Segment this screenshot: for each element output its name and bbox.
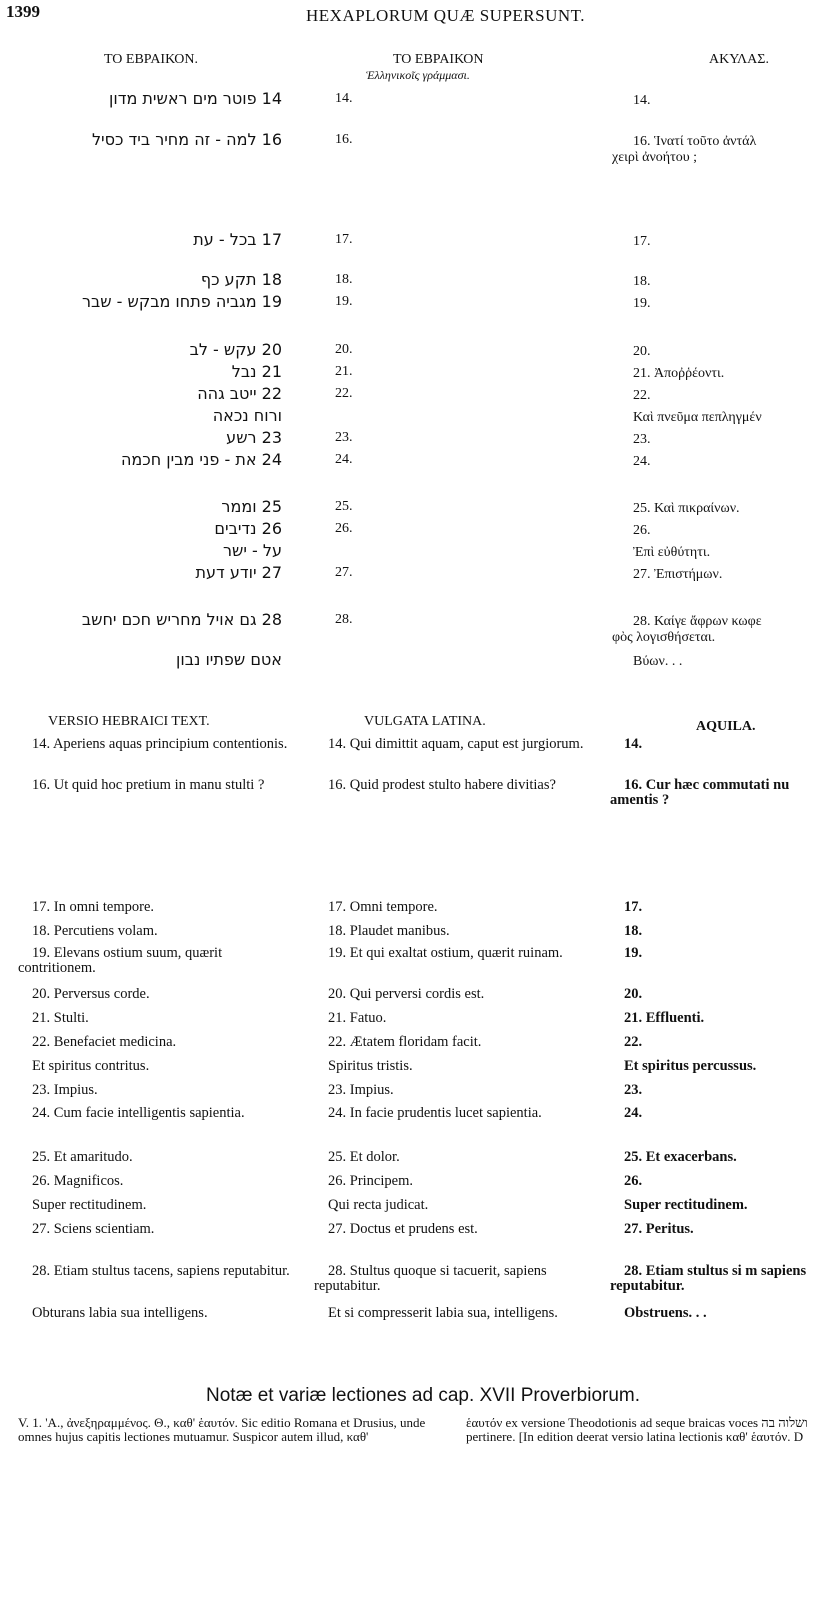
hebrew-verse: ורוח נכאה [212,406,282,425]
vulgata-line: 26. Principem. [328,1173,413,1189]
versio-line: 26. Magnificos. [32,1173,124,1189]
hebrew-verse: 23 רשע [226,428,282,447]
page-number: 1399 [6,2,40,21]
notes-right-column: ἑαυτόν ex versione Theodotionis ad seque braicas voces ושלוה בה pertinere. [In edition deerat versio latina lectionis καθ' ἑαυτόν. D [466,1415,808,1444]
hebrew-verse: 17 בכל - עת [193,230,282,249]
aquila-latin-line: 24. [624,1105,643,1121]
translit-verse-number: 27. [335,565,353,580]
translit-verse-number: 19. [335,294,353,309]
vulgata-line: 22. Ætatem floridam facit. [328,1034,482,1050]
header-vulgata: VULGATA LATINA. [364,714,486,729]
vulgata-line: 18. Plaudet manibus. [328,923,450,939]
hebrew-verse: אטם שפתיו נבון [175,650,282,669]
hebrew-verse: 25 וממר [221,497,282,516]
translit-verse-number: 23. [335,430,353,445]
translit-verse-number: 20. [335,342,353,357]
versio-line: 18. Percutiens volam. [32,923,158,939]
aquila-greek-line: 26. [633,523,651,538]
aquila-greek-line: 19. [633,296,651,311]
running-title: HEXAPLORUM QUÆ SUPERSUNT. [306,6,586,25]
header-hebrew: ΤΟ ΕΒΡΑΙΚΟΝ. [104,52,198,67]
header-translit-sub: Ἑλληνικοῖς γράμμασι. [366,68,470,82]
aquila-greek-line: 14. [633,93,651,108]
versio-line: 16. Ut quid hoc pretium in manu stulti ? [32,777,265,793]
hebrew-verse: 18 תקע כף [200,270,282,289]
aquila-latin-line: 21. Effluenti. [624,1010,705,1026]
vulgata-line: Et si compresserit labia sua, intelligens. [328,1305,558,1321]
aquila-latin-line: 28. Etiam stultus si m sapiens reputabitur. [610,1263,807,1294]
header-versio: VERSIO HEBRAICI TEXT. [48,714,210,729]
aquila-greek-line: 25. Καὶ πικραίνων. [633,501,740,516]
vulgata-line: 28. Stultus quoque si tacuerit, sapiens reputabitur. [314,1263,547,1294]
translit-verse-number: 24. [335,452,353,467]
aquila-latin-line: Et spiritus percussus. [624,1058,757,1074]
vulgata-line: 23. Impius. [328,1082,394,1098]
hebrew-verse: 22 ייטב גהה [197,384,282,403]
aquila-latin-line: 26. [624,1173,643,1189]
versio-line: 24. Cum facie intelligentis sapientia. [32,1105,245,1121]
aquila-greek-line: 18. [633,274,651,289]
aquila-latin-line: 14. [624,736,643,752]
vulgata-line: 27. Doctus et prudens est. [328,1221,478,1237]
aquila-latin-line: 25. Et exacerbans. [624,1149,737,1165]
aquila-latin-line: 27. Peritus. [624,1221,694,1237]
vulgata-line: 19. Et qui exaltat ostium, quærit ruinam. [328,945,563,961]
vulgata-line: 25. Et dolor. [328,1149,400,1165]
aquila-greek-line: Ἐπὶ εὐθύτητι. [633,545,711,560]
aquila-greek-line: Καὶ πνεῦμα πεπληγμέν [633,410,762,425]
translit-verse-number: 18. [335,272,353,287]
vulgata-line: 16. Quid prodest stulto habere divitias? [328,777,556,793]
versio-line: 28. Etiam stultus tacens, sapiens reputabitur. [32,1263,290,1279]
hebrew-verse: 14 פוטר מים ראשית מדון [109,89,282,108]
versio-line: 14. Aperiens aquas principium contentionis. [32,736,288,752]
header-aquila-latin: AQUILA. [696,719,756,734]
aquila-latin-line: 23. [624,1082,643,1098]
hebrew-verse: 27 יודע דעת [195,563,282,582]
aquila-greek-line: 21. Ἀποῤῥέοντι. [633,366,725,381]
notes-left-column: V. 1. 'A., ἀνεξηραμμένος. Θ., καθ' ἑαυτόν. Sic editio Romana et Drusius, unde omnes hujus capitis lectiones mutuamur. Suspicor autem illud, καθ' [18,1415,426,1444]
translit-verse-number: 21. [335,364,353,379]
versio-line: 17. In omni tempore. [32,899,155,915]
aquila-greek-line: Βύων. . . [633,654,683,669]
vulgata-line: 17. Omni tempore. [328,899,438,915]
aquila-latin-line: Super rectitudinem. [624,1197,748,1213]
aquila-latin-line: 22. [624,1034,643,1050]
aquila-greek-line: 24. [633,454,651,469]
hebrew-verse: 21 נבל [231,362,282,381]
aquila-latin-line: 20. [624,986,643,1002]
translit-verse-number: 25. [335,499,353,514]
versio-line: Obturans labia sua intelligens. [32,1305,208,1321]
aquila-latin-line: 18. [624,923,643,939]
translit-verse-number: 26. [335,521,353,536]
aquila-greek-continuation: φὸς λογισθήσεται. [612,630,716,645]
hebrew-verse: 19 מגביה פתחו מבקש - שבר [81,292,282,311]
versio-line: Et spiritus contritus. [32,1058,150,1074]
versio-line: Super rectitudinem. [32,1197,147,1213]
aquila-greek-line: 27. Ἐπιστήμων. [633,567,723,582]
versio-line: 22. Benefaciet medicina. [32,1034,177,1050]
aquila-greek-line: 22. [633,388,651,403]
translit-verse-number: 28. [335,612,353,627]
aquila-latin-line: 16. Cur hæc commutati nu amentis ? [610,777,790,808]
hebrew-verse: 26 נדיבים [214,519,282,538]
aquila-latin-line: Obstruens. . . [624,1305,707,1321]
vulgata-line: Qui recta judicat. [328,1197,429,1213]
hebrew-verse: 16 למה - זה מחיר ביד כסיל [91,130,282,149]
aquila-latin-line: 19. [624,945,643,961]
aquila-greek-continuation: χειρὶ ἀνοήτου ; [612,150,698,165]
header-translit: ΤΟ ΕΒΡΑΙΚΟΝ [393,52,484,67]
hebrew-verse: 28 גם אויל מחריש חכם יחשב [81,610,282,629]
versio-line: 19. Elevans ostium suum, quærit contritionem. [18,945,223,976]
vulgata-line: 14. Qui dimittit aquam, caput est jurgiorum. [328,736,584,752]
aquila-greek-line: 17. [633,234,651,249]
hebrew-verse: על - ישר [223,541,282,560]
vulgata-line: Spiritus tristis. [328,1058,413,1074]
versio-line: 20. Perversus corde. [32,986,150,1002]
vulgata-line: 20. Qui perversi cordis est. [328,986,485,1002]
versio-line: 21. Stulti. [32,1010,89,1026]
vulgata-line: 21. Fatuo. [328,1010,387,1026]
aquila-greek-line: 28. Καίγε ἄφρων κωφε [633,614,762,629]
hebrew-verse: 24 את - פני מבין חכמה [120,450,282,469]
translit-verse-number: 22. [335,386,353,401]
translit-verse-number: 14. [335,91,353,106]
vulgata-line: 24. In facie prudentis lucet sapientia. [328,1105,542,1121]
aquila-greek-line: 20. [633,344,651,359]
translit-verse-number: 17. [335,232,353,247]
aquila-latin-line: 17. [624,899,643,915]
translit-verse-number: 16. [335,132,353,147]
versio-line: 23. Impius. [32,1082,98,1098]
versio-line: 25. Et amaritudo. [32,1149,133,1165]
aquila-greek-line: 16. Ἱνατί τοῦτο ἀντάλ [633,134,757,149]
hebrew-verse: 20 עקש - לב [189,340,282,359]
versio-line: 27. Sciens scientiam. [32,1221,155,1237]
notes-title: Notæ et variæ lectiones ad cap. XVII Proverbiorum. [206,1385,641,1406]
header-aquila-greek: ΑΚΥΛΑΣ. [709,52,769,67]
aquila-greek-line: 23. [633,432,651,447]
